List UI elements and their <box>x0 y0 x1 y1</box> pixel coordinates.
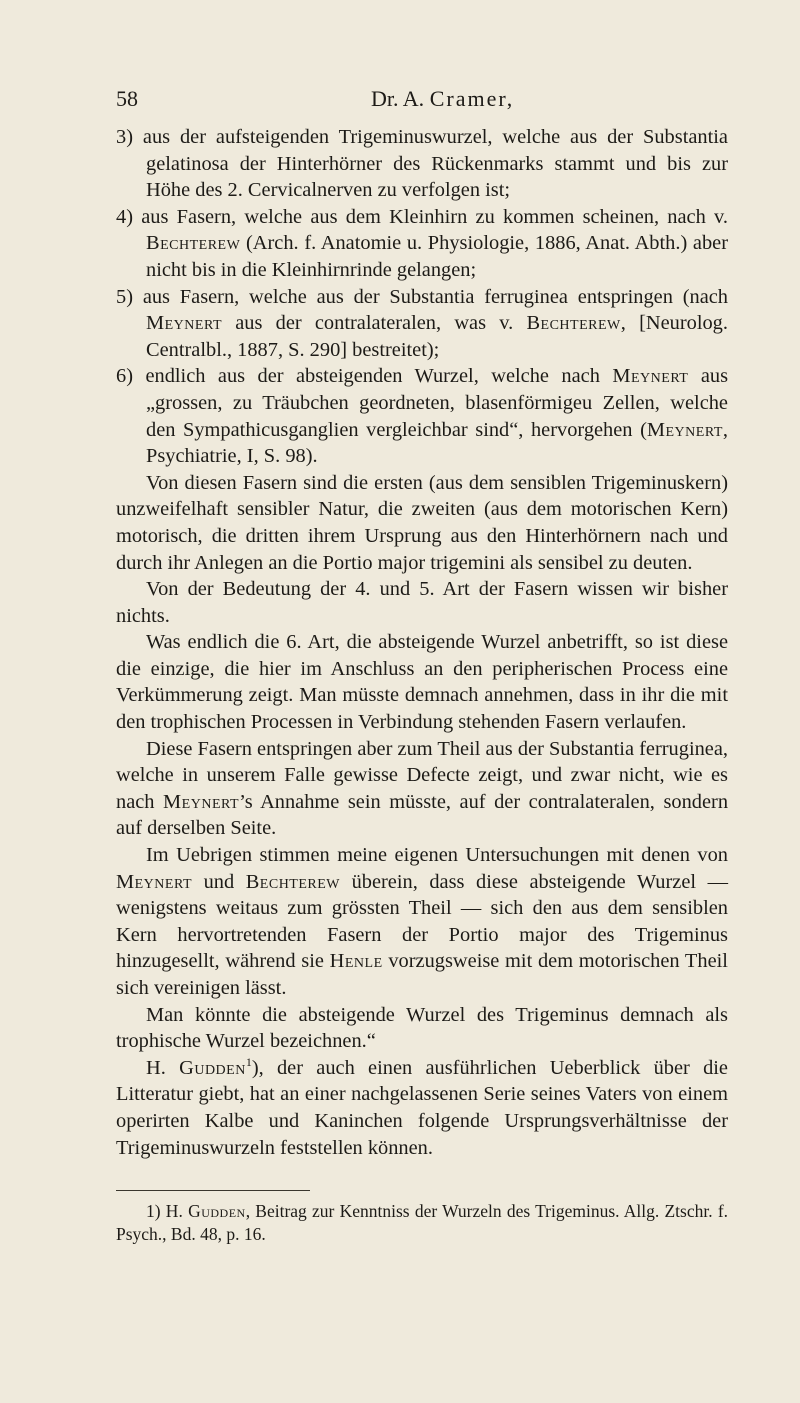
item-number: 6) <box>116 365 133 388</box>
paragraph-text: und <box>203 870 235 893</box>
paragraph-text: überein, dass diese absteigende Wurzel — wenigstens weitaus zum grössten Theil — sich den aus dem sensiblen Kern hervortretenden Fasern der Portio major des Trigeminus hinzugesellt, während sie <box>116 870 728 973</box>
author-citation: Bechterew <box>146 232 241 255</box>
paragraph: Man könnte die absteigende Wurzel des Trigeminus demnach als trophische Wurzel bezeichnen.“ <box>116 1003 728 1053</box>
item-text: aus Fasern, welche aus dem Kleinhirn zu kommen scheinen, nach v. <box>141 205 728 228</box>
author-citation: Gudden <box>188 1201 246 1221</box>
author-citation: Bechterew <box>526 312 621 335</box>
item-text: (Arch. f. Anatomie u. Physiologie, 1886, Anat. Abth.) aber nicht bis in die Kleinhirnrinde gelangen; <box>146 232 729 281</box>
paragraph-text: ’s Annahme sein müsste, auf der contralateralen, <box>239 790 655 813</box>
paragraph: Von diesen Fasern sind die ersten (aus dem sensiblen Trigeminuskern) unzweifelhaft sensibler Natur, die zweiten (aus dem motorischen Kern) motorisch, die dritten ihrem Ursprung aus den Hinterhörnern nach und durch ihr Anlegen an die Portio major trigemini als sensibel zu deuten. <box>116 471 728 574</box>
paragraph-text: Im Uebrigen stimmen meine eigenen Untersuchungen mit denen von <box>146 844 728 867</box>
author-citation: Meynert <box>612 365 689 388</box>
author-name: Cramer, <box>429 86 515 111</box>
item-text: endlich aus der absteigenden Wurzel, welche nach <box>145 365 600 388</box>
item-text: aus „grossen, zu Träubchen geordneten, blasenförmigeu Zellen, welche den Sympathicusganglien vergleichbar sind“, hervorgehen ( <box>146 365 729 441</box>
author-citation: Meynert <box>116 870 193 893</box>
footnote <box>116 1200 728 1246</box>
running-title <box>371 86 514 112</box>
paragraph-text: H. <box>146 1056 166 1079</box>
footnote-divider <box>116 1190 310 1191</box>
list-item-3 <box>116 124 728 204</box>
item-text: aus der aufsteigenden Trigeminuswurzel, welche aus der Substantia gelatinosa der Hinterhörner des Rückenmarks stammt und bis zur Höhe des 2. Cervicalnerven zu verfolgen ist; <box>142 126 728 202</box>
list-item-6 <box>116 363 728 469</box>
paragraph: Von der Bedeutung der 4. und 5. Art der Fasern wissen wir bisher nichts. <box>116 578 728 627</box>
footnote-marker[interactable]: 1 <box>245 1054 252 1069</box>
footnote-citation: , Beitrag zur Kenntniss der Wurzeln des Trigeminus. Allg. Ztschr. f. Psych., Bd. 48, p. 16. <box>116 1201 729 1244</box>
footnote-text <box>116 1200 728 1246</box>
item-text: , Psychiatrie, I, S. 98). <box>146 418 728 468</box>
footnote-label: 1) H. <box>146 1201 183 1221</box>
paragraph <box>116 842 728 1002</box>
item-number: 3) <box>116 126 133 148</box>
paragraph-text: auf derselben Seite. <box>116 817 277 840</box>
author-citation: Meynert <box>163 790 240 813</box>
page-number: 58 <box>116 86 138 111</box>
list-item-5: 5) aus Fasern, welche aus der Substantia ferruginea entspringen (nach Meynert aus der contralateralen, was v. Bechterew, [Neurolog. Centralbl., 1887, S. 290] bestreitet); <box>116 285 728 361</box>
main-text <box>116 124 728 1161</box>
item-text: aus Fasern, welche aus der Substantia ferruginea entspringen (nach <box>142 285 728 308</box>
paragraph-text: vorzugsweise mit dem motorischen Theil sich vereinigen lässt. <box>116 950 728 999</box>
item-text: aus der contralateralen, was v. <box>235 312 514 335</box>
author-citation: Gudden <box>179 1056 246 1079</box>
paragraph <box>116 736 728 842</box>
author-prefix: Dr. A. <box>371 86 425 111</box>
paragraph-text: sondern <box>663 790 729 813</box>
running-header <box>116 86 728 116</box>
item-number: 4) <box>116 205 133 228</box>
author-citation: Meynert <box>146 312 223 335</box>
paragraph: Was endlich die 6. Art, die absteigende Wurzel anbetrifft, so ist diese die einzige, die hier im Anschluss an den peripherischen Process eine Verkümmerung zeigt. Man müsste demnach annehmen, dass in ihr die mit den trophischen Processen in Verbindung stehenden Fasern verlaufen. <box>116 631 728 734</box>
paragraph-text: Diese Fasern entspringen aber zum Theil aus der Substantia ferruginea, welche in unserem Falle gewisse Defecte zeigt, und zwar nicht, wie es nach <box>116 737 728 813</box>
author-citation: Bechterew <box>245 870 341 893</box>
item-number: 5) <box>116 285 133 308</box>
author-citation: Meynert <box>646 418 723 441</box>
item-text: [Neurolog. Centralbl., 1887, S. 290] bestreitet); <box>146 312 728 361</box>
paragraph-text: ), der auch einen ausführlichen Ueberblick über die Litteratur giebt, hat an einer nachgelassenen Serie seines Vaters von einem operirten Kalbe und Kaninchen folgende Ursprungsverhältnisse der Trigeminuswurzeln feststellen können. <box>116 1056 728 1159</box>
list-item-4 <box>116 204 728 284</box>
author-citation: Henle <box>329 950 383 973</box>
paragraph <box>116 1055 728 1161</box>
